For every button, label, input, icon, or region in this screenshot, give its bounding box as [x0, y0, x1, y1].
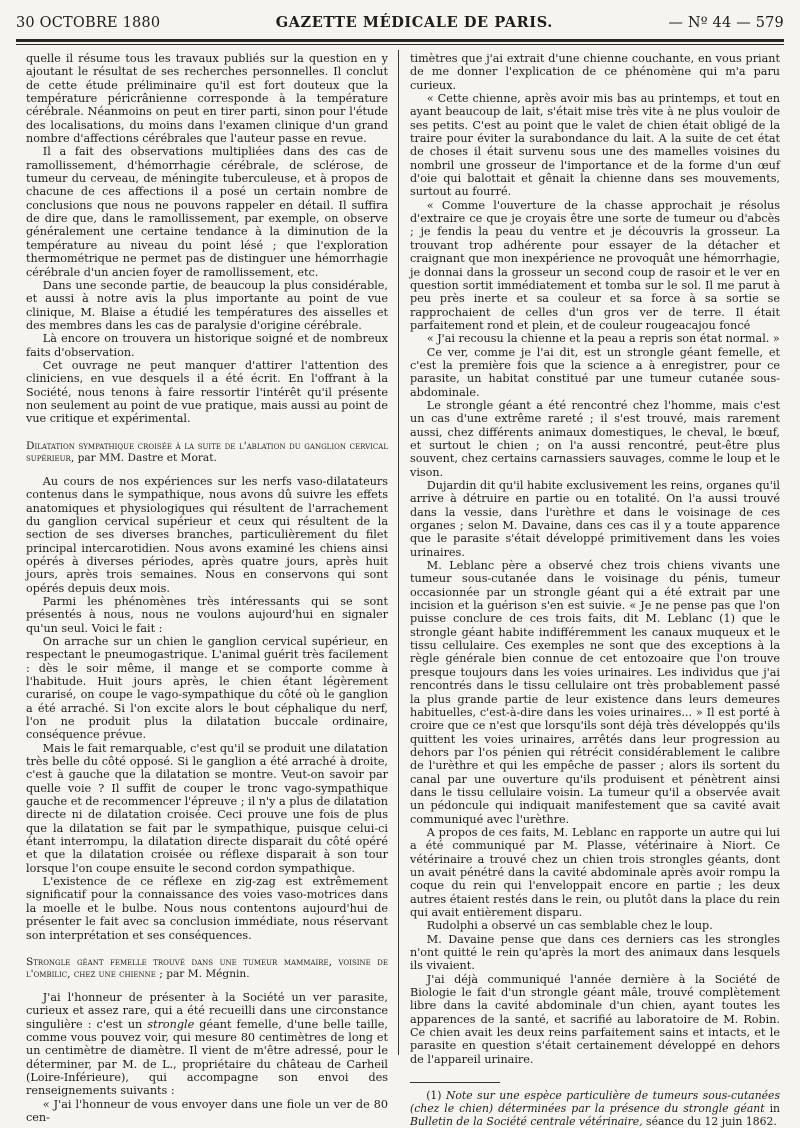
paragraph: Là encore on trouvera un historique soigné et de nombreux faits d'observation.	[26, 332, 388, 359]
paragraph: Au cours de nos expériences sur les nerfs vaso-dilatateurs contenus dans le sympathique, nous avons dû suivre les effets anatomiques et physiologiques qui résultent de l'arrachement du ganglion cervical supérieur et ceux qui résultent de la section de ses diverses branches, particulièrement du filet principal intercarotidien. Nous avons examiné les chiens ainsi opérés à diverses périodes, après quatre jours, après huit jours, après trois semaines. Nous en conservons qui sont opérés depuis deux mois.	[26, 474, 388, 595]
paragraph: Mais le fait remarquable, c'est qu'il se produit une dilatation très belle du côté opposé. Si le ganglion a été arraché à droite, c'est à gauche que la dilatation se montre. Veut-on savoir par quelle voie ? Il suffit de couper le tronc vago-sympathique gauche et de recommencer l'épreuve ; il n'y a plus de dilatation directe ni de dilatation croisée. Ceci prouve une fois de plus que la dilatation se fait par le sympathique, puisque celui-ci étant interrompu, la dilatation directe disparait du côté opéré et que la dilatation croisée ou réflexe disparait à son tour lorsque l'on coupe ensuite le second cordon sympathique.	[26, 741, 388, 875]
paragraph: Parmi les phénomènes très intéressants qui se sont présentés à nous, nous ne voulons aujourd'hui en signaler qu'un seul. Voici le fait :	[26, 594, 388, 635]
article-title-megnin: Strongle géant femelle trouvé dans une tumeur mammaire, voisine de l'ombilic, chez une chienne ; par M. Mégnin.	[26, 955, 388, 981]
column-divider	[398, 50, 399, 1055]
header-rule	[16, 39, 784, 45]
paragraph: « Cette chienne, après avoir mis bas au printemps, et tout en ayant beaucoup de lait, s'était mise très vite à ne plus vouloir de ses petits. C'est au point que le valet de chien était obligé de la traire pour éviter la surabondance du lait. A la suite de cet état de choses il était survenu sous une des mamelles voisines du nombril une grosseur de l'importance et de la forme d'un œuf d'oie qui balottait et gênait la chienne dans ses mouvements, surtout au fourré.	[410, 92, 780, 199]
paragraph: J'ai déjà communiqué l'année dernière à la Société de Biologie le fait d'un strongle géant mâle, trouvé complètement libre dans la cavité abdominale d'un chien, ayant toutes les apparences de la santé, et sacrifié au laboratoire de M. Robin. Ce chien avait les deux reins parfaitement sains et intacts, et le parasite en question s'était certainement développé en dehors de l'appareil urinaire.	[410, 972, 780, 1066]
paragraph: Dans une seconde partie, de beaucoup la plus considérable, et aussi à notre avis la plus importante au point de vue clinique, M. Blaise a étudié les températures des aisselles et des membres dans les cas de paralysie d'origine cérébrale.	[26, 278, 388, 332]
paragraph: Cet ouvrage ne peut manquer d'attirer l'attention des cliniciens, en vue desquels il a été écrit. En l'offrant à la Société, nous tenons à faire ressortir l'intérêt qu'il présente non seulement au point de vue pratique, mais aussi au point de vue critique et expérimental.	[26, 358, 388, 426]
paragraph: « J'ai recousu la chienne et la peau a repris son état normal. »	[426, 332, 780, 346]
paragraph: M. Davaine pense que dans ces derniers cas les strongles n'ont quitté le rein qu'après la mort des animaux dans lesquels ils vivaient.	[410, 932, 780, 973]
left-column	[26, 52, 388, 1124]
paragraph: Rudolphi a observé un cas semblable chez le loup.	[426, 919, 713, 933]
paragraph: M. Leblanc père a observé chez trois chiens vivants une tumeur sous-cutanée dans le voisinage du pénis, tumeur occasionnée par un strongle géant qui a été extrait par une incision et la guérison s'en est suivie. « Je ne pense pas que l'on puisse conclure de ces trois faits, dit M. Leblanc (1) que le strongle géant habite indifféremment les canaux muqueux et le tissu cellulaire. Ces exemples ne sont que des exceptions à la règle générale bien connue de cet entozoaire que l'on trouve presque toujours dans les voies urinaires. Les individus que j'ai rencontrés dans le tissu cellulaire ont très probablement passé la plus grande partie de leur existence dans leurs demeures habituelles, c'est-à-dire dans les voies urinaires... » Il est porté à croire que ce n'est que lorsqu'ils sont déjà très développés qu'ils quittent les voies urinaires, arrêtés dans leur progression au dehors par l'os pénien qui rétrécit considérablement le calibre de l'urèthre et qui les empêche de passer ; alors ils sortent du canal par une ouverture qu'ils produisent et pénètrent ainsi dans le tissu cellulaire voisin. La tumeur qu'il a observée avait un pédoncule qui indiquait manifestement que sa cavité avait communiqué avec l'urèthre.	[410, 559, 780, 826]
paragraph: « Comme l'ouverture de la chasse approchait je résolus d'extraire ce que je croyais être une sorte de tumeur ou d'abcès ; je fendis la peau du ventre et je découvris la grosseur. La trouvant trop adhérente pour essayer de la détacher et craignant que mon inexpérience ne provoquât une hémorrhagie, je donnai dans la grosseur un second coup de rasoir et le ver en question sortit immédiatement et tomba sur le sol. Il me parut à peu près inerte et sa couleur et sa force à sa sortie se rapprochaient de celles d'un gros ver de terre. Il était parfaitement rond et plein, et de couleur rougeacajou foncé	[410, 198, 780, 332]
footnote-rule	[410, 1082, 500, 1083]
paragraph: L'existence de ce réflexe en zig-zag est extrêmement significatif pour la connaissance des voies vaso-motrices dans la moelle et le bulbe. Nous nous contentons aujourd'hui de présenter le fait avec sa conclusion immédiate, nous réservant son interprétation et ses conséquences.	[26, 875, 388, 942]
paragraph: J'ai l'honneur de présenter à la Société un ver parasite, curieux et assez rare, qui a été recueilli dans une circonstance singulière : c'est un strongle géant femelle, d'une belle taille, comme vous pouvez voir, qui mesure 80 centimètres de long et un centimètre de diamètre. Il vient de m'être adressé, pour le déterminer, par M. de L., propriétaire du château de Carheil (Loire-Inférieure), qui accompagne son envoi des renseignements suivants :	[26, 991, 388, 1098]
paragraph: Dujardin dit qu'il habite exclusivement les reins, organes qu'il arrive à détruire en partie ou en totalité. On l'a aussi trouvé dans la vessie, dans l'urèthre et dans le voisinage de ces organes ; selon M. Davaine, dans ces cas il y a toute apparence que le parasite s'était développé primitivement dans les voies urinaires.	[410, 479, 780, 559]
right-column	[410, 52, 780, 1128]
page-header	[16, 14, 784, 36]
header-date: 30 OCTOBRE 1880	[16, 15, 161, 31]
paragraph: timètres que j'ai extrait d'une chienne couchante, en vous priant de me donner l'explication de ce phénomène qui m'a paru curieux.	[410, 52, 780, 92]
paragraph: Ce ver, comme je l'ai dit, est un strongle géant femelle, et c'est la première fois que la science a à enregistrer, pour ce parasite, un habitat constitué par une tumeur cutanée sous-abdominale.	[410, 345, 780, 399]
footnote: (1) Note sur une espèce particulière de tumeurs sous-cutanées (chez le chien) déterminées par la présence du strongle géant in Bulletin de la Société centrale vétérinaire, séance du 12 juin 1862.	[410, 1089, 780, 1128]
header-title: GAZETTE MÉDICALE DE PARIS.	[275, 14, 553, 31]
header-issue-page: — Nº 44 — 579	[668, 15, 784, 31]
article-title-dastre: Dilatation sympathique croisée à la suite de l'ablation du ganglion cervical supérieur, par MM. Dastre et Morat.	[26, 439, 388, 465]
paragraph: « J'ai l'honneur de vous envoyer dans une fiole un ver de 80 cen-	[26, 1097, 388, 1125]
paragraph: A propos de ces faits, M. Leblanc en rapporte un autre qui lui a été communiqué par M. Plasse, vétérinaire à Niort. Ce vétérinaire a trouvé chez un chien trois strongles géants, dont un avait pénétré dans la cavité abdominale après avoir rompu la coque du rein qui l'enveloppait encore en partie ; les deux autres étaient restés dans le rein, ou plutôt dans la place du rein qui avait entièrement disparu.	[410, 825, 780, 919]
paragraph: Le strongle géant a été rencontré chez l'homme, mais c'est un cas d'une extrême rareté ; il s'est trouvé, mais rarement aussi, chez différents animaux domestiques, le cheval, le bœuf, et surtout le chien ; on l'a aussi rencontré, peut-être plus souvent, chez certains carnassiers sauvages, comme le loup et le vison.	[410, 398, 780, 479]
paragraph: quelle il résume tous les travaux publiés sur la question en y ajoutant le résultat de ses recherches personnelles. Il conclut de cette étude préliminaire qu'il est fort douteux que la température péricrânienne corresponde à la température cérébrale. Néanmoins on peut en tirer parti, sinon pour l'étude des localisations, du moins dans l'examen clinique d'un grand nombre d'affections cérébrales que l'auteur passe en revue.	[26, 52, 388, 146]
paragraph: Il a fait des observations multipliées dans des cas de ramollissement, d'hémorrhagie cérébrale, de sclérose, de tumeur du cerveau, de méningite tuberculeuse, et à propos de chacune de ces affections il a posé un certain nombre de conclusions que nous ne pouvons rappeler en détail. Il suffira de dire que, dans le ramollissement, par exemple, on observe généralement une certaine tendance à la diminution de la température au niveau du point lésé ; que l'exploration thermométrique ne permet pas de distinguer une hémorrhagie cérébrale d'un ancien foyer de ramollissement, etc.	[26, 145, 388, 279]
paragraph: On arrache sur un chien le ganglion cervical supérieur, en respectant le pneumogastrique. L'animal guérit très facilement : dès le soir même, il mange et se comporte comme à l'habitude. Huit jours après, le chien étant légèrement curarisé, on coupe le vago-sympathique du côté où le ganglion a été arraché. Si l'on excite alors le bout céphalique du nerf, l'on ne produit plus la dilatation buccale ordinaire, conséquence prévue.	[26, 634, 388, 742]
